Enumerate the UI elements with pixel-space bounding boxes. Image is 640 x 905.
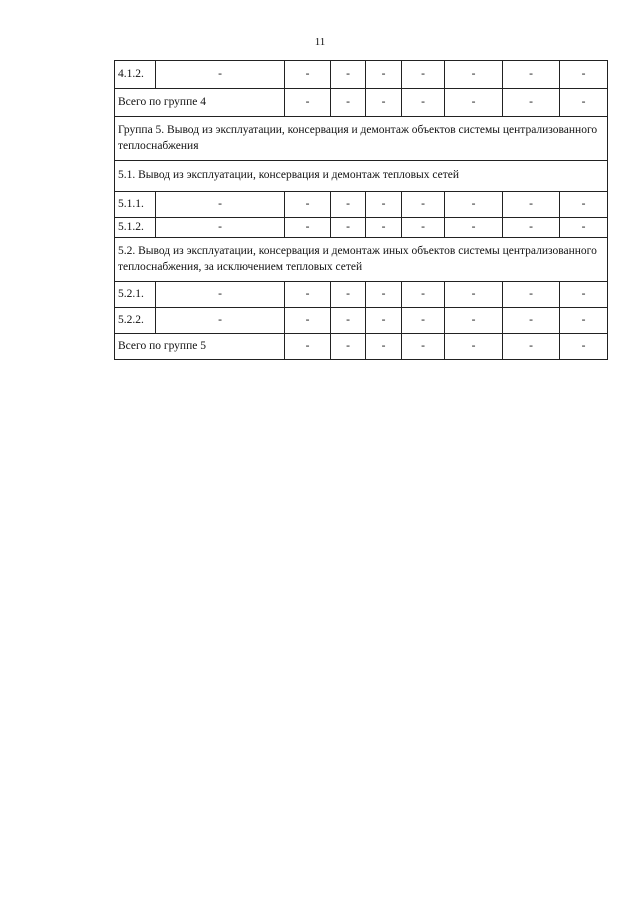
group-5-heading-row: [115, 117, 608, 161]
table-cell: -: [156, 218, 285, 238]
table-cell: -: [560, 308, 608, 334]
table-row-5-2-1: [115, 282, 608, 308]
table-row-5-1-2: [115, 218, 608, 238]
table-cell: -: [285, 308, 331, 334]
row-code: 5.1.2.: [115, 218, 156, 238]
page-number: 11: [314, 36, 326, 48]
table-cell: -: [402, 89, 445, 117]
table-cell: -: [402, 334, 445, 360]
row-code: 5.2.1.: [115, 282, 156, 308]
table-cell: -: [285, 334, 331, 360]
table-cell: -: [402, 308, 445, 334]
table-cell: -: [560, 218, 608, 238]
table-cell: -: [366, 89, 402, 117]
table-cell: -: [503, 218, 560, 238]
table-cell: -: [285, 192, 331, 218]
table-cell: -: [503, 308, 560, 334]
table-cell: -: [331, 89, 366, 117]
table-cell: -: [560, 89, 608, 117]
row-code: 4.1.2.: [115, 61, 156, 89]
table-cell: -: [402, 282, 445, 308]
table-cell: -: [285, 282, 331, 308]
table-row-4-1-2: [115, 61, 608, 89]
investment-table: [114, 60, 608, 360]
section-heading: 5.1. Вывод из эксплуатации, консервация и демонтаж тепловых сетей: [115, 161, 608, 192]
table-cell: -: [331, 334, 366, 360]
table-cell: -: [156, 308, 285, 334]
table-cell: -: [402, 61, 445, 89]
table-row-5-1-1: [115, 192, 608, 218]
table-cell: -: [503, 89, 560, 117]
section-heading: 5.2. Вывод из эксплуатации, консервация и демонтаж иных объектов системы централизованного теплоснабжения, за исключением тепловых сетей: [115, 238, 608, 282]
table-cell: -: [285, 61, 331, 89]
table-cell: -: [560, 192, 608, 218]
table-cell: -: [366, 334, 402, 360]
table-cell: -: [285, 89, 331, 117]
table-cell: -: [560, 61, 608, 89]
table-cell: -: [331, 61, 366, 89]
table-cell: -: [156, 61, 285, 89]
group-heading: Группа 5. Вывод из эксплуатации, консервация и демонтаж объектов системы централизованного теплоснабжения: [115, 117, 608, 161]
table-cell: -: [366, 61, 402, 89]
table-cell: -: [560, 334, 608, 360]
section-5-2-heading-row: [115, 238, 608, 282]
table-cell: -: [560, 282, 608, 308]
section-5-1-heading-row: [115, 161, 608, 192]
table-cell: -: [503, 61, 560, 89]
table-cell: -: [445, 61, 503, 89]
table-cell: -: [503, 334, 560, 360]
table-row-5-2-2: [115, 308, 608, 334]
table-cell: -: [445, 192, 503, 218]
table-cell: -: [445, 334, 503, 360]
table-cell: -: [445, 308, 503, 334]
table-cell: -: [156, 282, 285, 308]
table-cell: -: [331, 218, 366, 238]
table-cell: -: [503, 192, 560, 218]
table-cell: -: [366, 218, 402, 238]
table-row-total-group-4: [115, 89, 608, 117]
total-label: Всего по группе 4: [115, 89, 285, 117]
table-cell: -: [366, 282, 402, 308]
table-row-total-group-5: [115, 334, 608, 360]
table-cell: -: [402, 218, 445, 238]
table-cell: -: [331, 192, 366, 218]
table-cell: -: [445, 89, 503, 117]
table-cell: -: [285, 218, 331, 238]
table-cell: -: [445, 218, 503, 238]
table-cell: -: [402, 192, 445, 218]
table-cell: -: [331, 282, 366, 308]
row-code: 5.2.2.: [115, 308, 156, 334]
table-cell: -: [366, 308, 402, 334]
total-label: Всего по группе 5: [115, 334, 285, 360]
table-cell: -: [366, 192, 402, 218]
table-cell: -: [331, 308, 366, 334]
table-cell: -: [503, 282, 560, 308]
row-code: 5.1.1.: [115, 192, 156, 218]
table-cell: -: [445, 282, 503, 308]
table-cell: -: [156, 192, 285, 218]
